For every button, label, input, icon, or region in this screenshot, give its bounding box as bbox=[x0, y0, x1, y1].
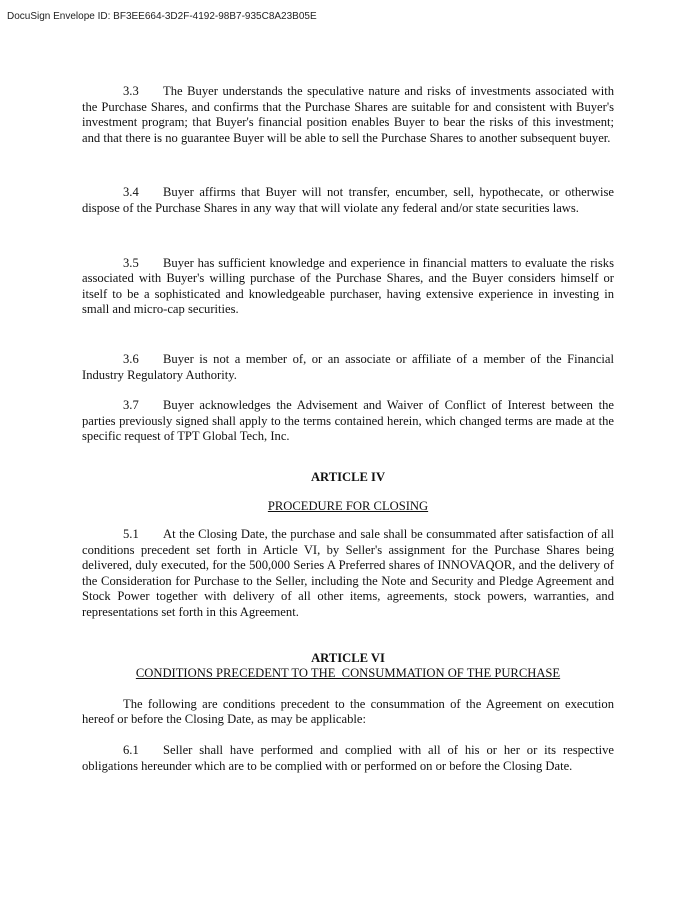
section-number: 5.1 bbox=[123, 527, 139, 542]
document-body bbox=[82, 84, 614, 774]
section-number: 3.3 bbox=[123, 84, 139, 98]
conditions-intro: The following are conditions precedent to the consummation of the Agreement on execution hereof or before the Closing Date, as may be applicable: bbox=[82, 696, 614, 727]
section-text: At the Closing Date, the purchase and sale shall be consummated after satisfaction of all conditions precedent set forth in Article VI, by Seller's assignment for the Purchase Shares being delivered, duly executed, for the 500,000 Series A Preferred shares of INNOVAQOR, and the delivery of the Consideration for Purchase to the Seller, including the Note and Security and Pledge Agreement and Stock Power together with delivery of all other items, agreements, stock powers, warranties, and representations set forth in this Agreement. bbox=[82, 527, 614, 620]
section-text: Buyer acknowledges the Advisement and Waiver of Conflict of Interest between the parties previously signed shall apply to the terms contained herein, which changed terms are made at the specific request of TPT Global Tech, Inc. bbox=[82, 398, 614, 444]
section-6-1 bbox=[82, 743, 614, 774]
article-vi-heading: ARTICLE VI bbox=[311, 650, 385, 665]
section-number: 3.6 bbox=[123, 351, 139, 366]
section-text: The Buyer understands the speculative nature and risks of investments associated with the Purchase Shares, and confirms that the Purchase Shares are suitable for and consistent with Buyer's investment program; that Buyer's financial position enables Buyer to bear the risks of this investment; and that there is no guarantee Buyer will be able to sell the Purchase Shares to another subsequent buyer. bbox=[82, 84, 614, 145]
section-text: Buyer is not a member of, or an associate or affiliate of a member of the Financial Industry Regulatory Authority. bbox=[82, 351, 614, 382]
section-text: Buyer has sufficient knowledge and experience in financial matters to evaluate the risks associated with Buyer's willing purchase of the Purchase Shares, and the Buyer considers himself or itself to be a sophisticated and knowledgeable purchaser, having extensive experience in investing in small and micro-cap securities. bbox=[82, 255, 614, 317]
section-3-5 bbox=[82, 256, 614, 318]
article-vi-subheading-text: CONDITIONS PRECEDENT TO THE CONSUMMATION OF THE PURCHASE bbox=[135, 666, 561, 681]
section-number: 6.1 bbox=[123, 743, 139, 758]
article-iv-subheading-text: PROCEDURE FOR CLOSING bbox=[267, 498, 429, 513]
section-number: 3.5 bbox=[123, 255, 139, 270]
envelope-id: DocuSign Envelope ID: BF3EE664-3D2F-4192-98B7-935C8A23B05E bbox=[7, 11, 317, 22]
section-number: 3.7 bbox=[123, 398, 139, 413]
section-3-3 bbox=[82, 84, 614, 146]
section-5-1 bbox=[82, 527, 614, 621]
section-number: 3.4 bbox=[123, 185, 139, 200]
section-text: Seller shall have performed and complied with all of his or her or its respective obligations hereunder which are to be complied with or performed on or before the Closing Date. bbox=[82, 743, 614, 773]
article-vi-subheading bbox=[82, 666, 614, 682]
section-text: Buyer affirms that Buyer will not transfer, encumber, sell, hypothecate, or otherwise dispose of the Purchase Shares in any way that will violate any federal and/or state securities laws. bbox=[82, 185, 614, 215]
section-3-4 bbox=[82, 185, 614, 216]
section-3-6 bbox=[82, 352, 614, 383]
section-3-7 bbox=[82, 398, 614, 445]
article-iv-subheading bbox=[82, 499, 614, 515]
article-iv-heading: ARTICLE IV bbox=[310, 469, 386, 484]
